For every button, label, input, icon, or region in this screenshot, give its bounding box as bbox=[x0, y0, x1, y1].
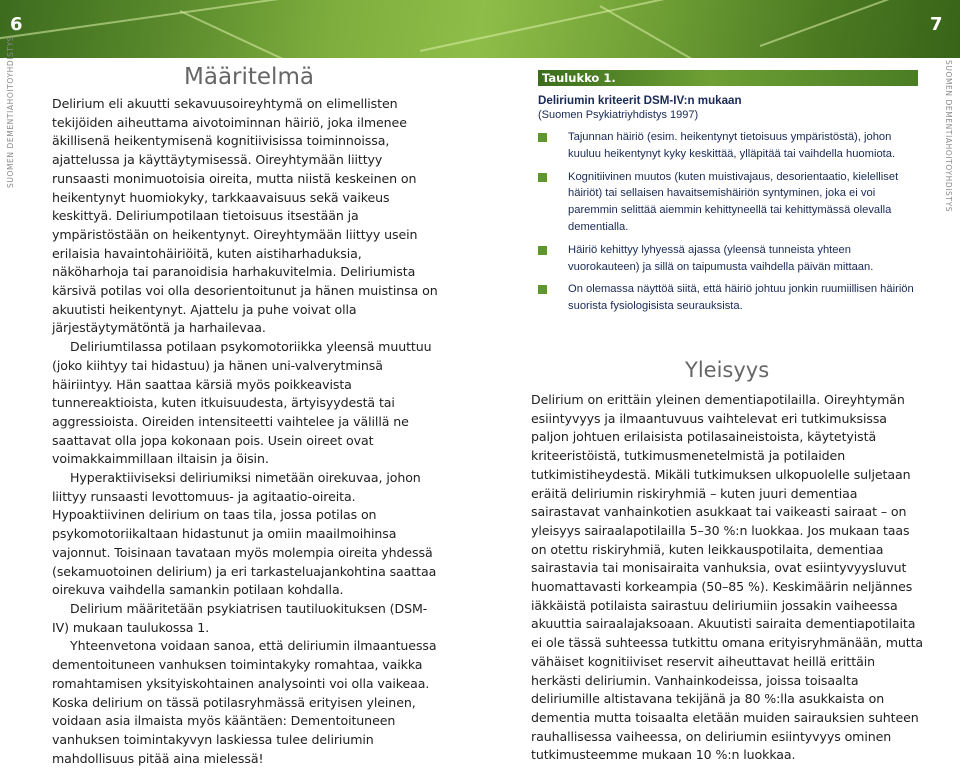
leaf-vein bbox=[600, 5, 792, 58]
paragraph: Deliriumtilassa potilaan psykomotoriikka yleensä muuttuu (joko kiihtyy tai hidastuu) ja hänen uni-valverytminsä häiriintyy. Hän saattaa kärsiä myös poikkeavista tunnereaktioista, kuten itkuisuudesta, ärtyisyydestä tai aggressioista. Oireiden intensiteetti vaihtelee ja välillä ne saattavat olla jopa kokonaan pois. Usein oireet ovat voimakkaimmillaan iltaisin ja öisin. bbox=[52, 339, 432, 467]
paragraph: Hyperaktiiviseksi deliriumiksi nimetään oirekuvaa, johon liittyy runsaasti levottomuus- ja agitaatio-oireita. Hypoaktiivinen delirium on taas tila, jossa potilas on psykomotoriikaltaan hidastunut ja omiin maailmoihinsa vajonnut. Toisinaan tavataan myös molempia oireita yhdessä (sekamuotoinen delirium) ja eri tarkasteluajankohtina saattaa oirekuva vaihdella samankin potilaan kohdalla. bbox=[52, 470, 437, 598]
page-number-right: 7 bbox=[930, 14, 943, 35]
paragraph: Yhteenvetona voidaan sanoa, että deliriumin ilmaantuessa dementoituneen vanhuksen toimintakyky romahtaa, vaikka romahtamisen yksityiskohtainen analysointi voi olla vaikeaa. Koska delirium on tässä potilasryhmässä erityisen yleinen, voidaan asia ilmaista myös kääntäen: Dementoituneen vanhuksen toimintakyvyn laskiessa tulee deliriumin mahdollisuus pitää aina mielessä! bbox=[52, 638, 437, 766]
bullet-square-icon bbox=[538, 285, 547, 294]
bullet-square-icon bbox=[538, 246, 547, 255]
criteria-list bbox=[538, 129, 918, 315]
leaf-vein bbox=[180, 10, 362, 58]
page-number-left: 6 bbox=[10, 14, 23, 35]
side-label-left: SUOMEN DEMENTIAHOITOYHDISTYS bbox=[6, 35, 15, 188]
leaf-vein bbox=[0, 0, 337, 42]
paragraph: Delirium määritetään psykiatrisen tautiluokituksen (DSM-IV) mukaan taulukossa 1. bbox=[52, 600, 428, 635]
criteria-text: Kognitiivinen muutos (kuten muistivajaus, desorientaatio, kielelliset häiriöt) tai sellaisen havaitsemishäiriön syntyminen, joka ei voi paremmin selittää aiemmin kehittyneellä tai kehittymässä olevalla dementialla. bbox=[568, 170, 899, 233]
table-source: (Suomen Psykiatriyhdistys 1997) bbox=[538, 109, 699, 121]
left-column-text bbox=[52, 95, 442, 768]
table-label: Taulukko 1. bbox=[542, 71, 616, 85]
criteria-text: Tajunnan häiriö (esim. heikentynyt tietoisuus ympäristöstä), johon kuuluu heikentynyt kyky keskittää, ylläpitää tai vaihdella huomiota. bbox=[568, 131, 896, 160]
table-label-bar bbox=[538, 70, 918, 86]
side-label-right: SUOMEN DEMENTIAHOITOYHDISTYS bbox=[944, 60, 953, 213]
criteria-table bbox=[538, 70, 918, 321]
criteria-item bbox=[538, 129, 918, 163]
criteria-item bbox=[538, 169, 918, 236]
right-column-text bbox=[531, 391, 926, 765]
section-heading-definition: Määritelmä bbox=[184, 64, 314, 90]
criteria-text: On olemassa näyttöä siitä, että häiriö johtuu jonkin ruumiillisen häiriön suorista fysiologisista seurauksista. bbox=[568, 283, 914, 313]
paragraph: Delirium on erittäin yleinen dementiapotilailla. Oireyhtymän esiintyvyys ja ilmaantuvuus vaihtelevat eri tutkimuksissa paljon johtuen erilaisista potilasaineistoista, käytetyistä kriteeristöistä, tutkimusmenetelmistä ja potilaiden tutkimistiheydestä. Mikäli tutkimuksen ulkopuolelle suljetaan eräitä deliriumin riskiryhmiä – kuten juuri dementiaa sairastavat vanhainkotien asukkaat tai vaikeasti sairaat – on yleisyys sairaalapotilailla 5–30 %:n luokkaa. Jos mukaan taas on otettu riskiryhmiä, kuten leikkauspotilaita, dementiaa sairastavia tai monisairaita vanhuksia, ovat esiintyvyysluvut huomattavasti korkeampia (50–85 %). Keskimäärin neljännes iäkkäistä potilaista sairastuu deliriumiin jossakin vaiheessa akuuttia sairaalajaksoaan. Akuutisti sairaita dementiapotilaita ei ole tässä suhteessa tutkittu omana erityisryhmänään, mutta vähäiset kognitiiviset reservit aiheuttavat heillä erittäin herkästi deliriumin. Vanhainkodeissa, joissa toisaalta deliriumille altistavana tekijänä ja 80 %:lla asukkaista on dementia mutta toisaalta eletään muiden sairauksien suhteen rauhallisessa vaiheessa, on deliriumin esiintyvyys ominen tutkimusteemme mukaan 10 %:n luokkaa. bbox=[531, 392, 924, 763]
criteria-text: Häiriö kehittyy lyhyessä ajassa (yleensä tunneista yhteen vuorokauteen) ja sillä on taipumusta vaihdella päivän mittaan. bbox=[568, 243, 874, 273]
section-heading-prevalence: Yleisyys bbox=[685, 358, 770, 382]
criteria-item bbox=[538, 242, 918, 276]
table-title: Deliriumin kriteerit DSM-IV:n mukaan bbox=[538, 94, 742, 107]
paragraph: Delirium eli akuutti sekavuusoireyhtymä on elimellisten tekijöiden aiheuttama aivotoiminnan häiriö, joka ilmenee äkillisenä heikentymisenä kognitiivisissa toiminnoissa, ajattelussa ja käyttäytymisessä. Oireyhtymään liittyy runsaasti monimuotoisia oireita, mutta niistä keskeinen on heikentynyt huomiokyky, tarkkaavaisuus sekä vaikeus keskittyä. Deliriumpotilaan tietoisuus itsestään ja ympäristöstään on heikentynyt. Oireyhtymään liittyy usein erilaisia havaintohäiriöitä, kuten aistiharhaduksia, näköharhoja tai paranoidisia harhakuvitelmia. Deliriumista kärsivä potilas voi olla desorientoitunut ja hänen muistinsa on akuutisti heikentynyt. Ajattelu ja puhe voivat olla järjestäytymätöntä ja harhailevaa. bbox=[52, 96, 438, 336]
header-band bbox=[0, 0, 960, 58]
bullet-square-icon bbox=[538, 133, 547, 142]
bullet-square-icon bbox=[538, 173, 547, 182]
criteria-item bbox=[538, 281, 918, 315]
